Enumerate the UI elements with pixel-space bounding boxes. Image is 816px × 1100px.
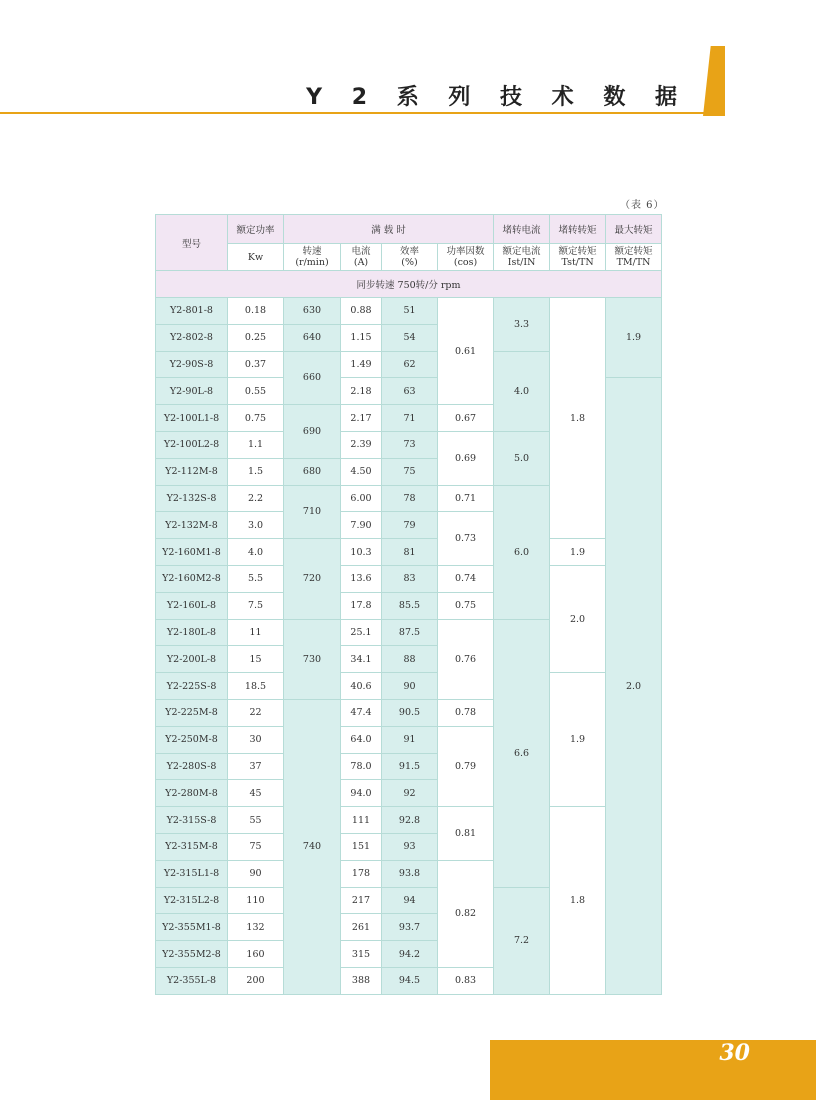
speed-cell: 720	[284, 539, 341, 619]
ist-in-cell: 6.0	[494, 485, 550, 619]
efficiency-cell: 93.8	[382, 860, 438, 887]
current-cell: 388	[341, 967, 382, 994]
sync-speed-label: 同步转速 750转/分 rpm	[156, 271, 662, 298]
current-cell: 17.8	[341, 592, 382, 619]
spec-table	[155, 214, 662, 995]
current-cell: 94.0	[341, 780, 382, 807]
power-cell: 132	[228, 914, 284, 941]
current-cell: 64.0	[341, 726, 382, 753]
current-cell: 10.3	[341, 539, 382, 566]
speed-cell: 730	[284, 619, 341, 699]
col-efficiency: 效率 (%)	[382, 244, 438, 271]
ist-in-cell: 3.3	[494, 298, 550, 352]
efficiency-cell: 85.5	[382, 592, 438, 619]
efficiency-cell: 78	[382, 485, 438, 512]
current-cell: 2.39	[341, 431, 382, 458]
power-factor-cell: 0.82	[438, 860, 494, 967]
model-cell: Y2-180L-8	[156, 619, 228, 646]
tst-tn-cell: 2.0	[550, 565, 606, 672]
speed-cell: 640	[284, 324, 341, 351]
power-factor-cell: 0.75	[438, 592, 494, 619]
ist-in-cell: 6.6	[494, 619, 550, 887]
power-cell: 18.5	[228, 673, 284, 700]
model-cell: Y2-100L1-8	[156, 405, 228, 432]
model-cell: Y2-801-8	[156, 298, 228, 325]
current-cell: 315	[341, 941, 382, 968]
current-cell: 217	[341, 887, 382, 914]
ist-in-cell: 7.2	[494, 887, 550, 994]
power-cell: 0.37	[228, 351, 284, 378]
power-cell: 3.0	[228, 512, 284, 539]
efficiency-cell: 90.5	[382, 699, 438, 726]
efficiency-cell: 90	[382, 673, 438, 700]
current-cell: 7.90	[341, 512, 382, 539]
speed-cell: 710	[284, 485, 341, 539]
efficiency-cell: 91.5	[382, 753, 438, 780]
power-cell: 7.5	[228, 592, 284, 619]
model-cell: Y2-315L1-8	[156, 860, 228, 887]
current-cell: 6.00	[341, 485, 382, 512]
efficiency-cell: 51	[382, 298, 438, 325]
power-cell: 22	[228, 699, 284, 726]
power-cell: 45	[228, 780, 284, 807]
col-lr-current: 堵转电流	[494, 215, 550, 244]
efficiency-cell: 54	[382, 324, 438, 351]
table-row	[156, 539, 662, 566]
model-cell: Y2-90L-8	[156, 378, 228, 405]
model-cell: Y2-225M-8	[156, 699, 228, 726]
power-cell: 160	[228, 941, 284, 968]
tst-tn-cell: 1.9	[550, 673, 606, 807]
current-cell: 0.88	[341, 298, 382, 325]
power-cell: 11	[228, 619, 284, 646]
model-cell: Y2-355M1-8	[156, 914, 228, 941]
efficiency-cell: 62	[382, 351, 438, 378]
power-cell: 37	[228, 753, 284, 780]
power-factor-cell: 0.69	[438, 431, 494, 485]
power-factor-cell: 0.76	[438, 619, 494, 699]
power-cell: 0.75	[228, 405, 284, 432]
efficiency-cell: 94	[382, 887, 438, 914]
efficiency-cell: 71	[382, 405, 438, 432]
col-tst-tn: 额定转矩 Tst/TN	[550, 244, 606, 271]
col-ist-in: 额定电流 Ist/IN	[494, 244, 550, 271]
power-cell: 15	[228, 646, 284, 673]
power-cell: 0.18	[228, 298, 284, 325]
efficiency-cell: 83	[382, 565, 438, 592]
current-cell: 1.49	[341, 351, 382, 378]
power-cell: 5.5	[228, 565, 284, 592]
page-number-block	[490, 1040, 816, 1100]
power-factor-cell: 0.78	[438, 699, 494, 726]
tm-tn-cell: 2.0	[606, 378, 662, 994]
table-number: （表 6）	[620, 200, 665, 211]
col-rated-power: 额定功率	[228, 215, 284, 244]
current-cell: 47.4	[341, 699, 382, 726]
power-cell: 110	[228, 887, 284, 914]
power-cell: 0.25	[228, 324, 284, 351]
efficiency-cell: 93.7	[382, 914, 438, 941]
current-cell: 13.6	[341, 565, 382, 592]
ist-in-cell: 5.0	[494, 431, 550, 485]
col-lr-torque: 堵转转矩	[550, 215, 606, 244]
table-row	[156, 298, 662, 325]
speed-cell: 680	[284, 458, 341, 485]
col-model: 型号	[156, 215, 228, 271]
model-cell: Y2-280M-8	[156, 780, 228, 807]
model-cell: Y2-160M1-8	[156, 539, 228, 566]
ist-in-cell: 4.0	[494, 351, 550, 431]
model-cell: Y2-280S-8	[156, 753, 228, 780]
current-cell: 78.0	[341, 753, 382, 780]
power-cell: 90	[228, 860, 284, 887]
current-cell: 2.18	[341, 378, 382, 405]
speed-cell: 740	[284, 699, 341, 994]
col-current: 电流 (A)	[341, 244, 382, 271]
power-cell: 75	[228, 833, 284, 860]
current-cell: 25.1	[341, 619, 382, 646]
current-cell: 34.1	[341, 646, 382, 673]
col-max-torque: 最大转矩	[606, 215, 662, 244]
power-factor-cell: 0.79	[438, 726, 494, 806]
model-cell: Y2-160L-8	[156, 592, 228, 619]
col-tm-tn: 额定转矩 TM/TN	[606, 244, 662, 271]
power-factor-cell: 0.83	[438, 967, 494, 994]
power-cell: 1.5	[228, 458, 284, 485]
efficiency-cell: 88	[382, 646, 438, 673]
model-cell: Y2-315S-8	[156, 807, 228, 834]
current-cell: 178	[341, 860, 382, 887]
col-power-factor: 功率因数 (cos)	[438, 244, 494, 271]
current-cell: 40.6	[341, 673, 382, 700]
power-factor-cell: 0.74	[438, 565, 494, 592]
speed-cell: 690	[284, 405, 341, 459]
power-cell: 30	[228, 726, 284, 753]
current-cell: 2.17	[341, 405, 382, 432]
power-factor-cell: 0.81	[438, 807, 494, 861]
model-cell: Y2-315L2-8	[156, 887, 228, 914]
tst-tn-cell: 1.8	[550, 807, 606, 995]
efficiency-cell: 94.2	[382, 941, 438, 968]
current-cell: 1.15	[341, 324, 382, 351]
efficiency-cell: 92.8	[382, 807, 438, 834]
efficiency-cell: 87.5	[382, 619, 438, 646]
speed-cell: 630	[284, 298, 341, 325]
power-factor-cell: 0.61	[438, 298, 494, 405]
table-row	[156, 565, 662, 592]
current-cell: 261	[341, 914, 382, 941]
efficiency-cell: 63	[382, 378, 438, 405]
efficiency-cell: 75	[382, 458, 438, 485]
model-cell: Y2-225S-8	[156, 673, 228, 700]
model-cell: Y2-132S-8	[156, 485, 228, 512]
power-cell: 55	[228, 807, 284, 834]
power-cell: 2.2	[228, 485, 284, 512]
model-cell: Y2-250M-8	[156, 726, 228, 753]
model-cell: Y2-112M-8	[156, 458, 228, 485]
power-factor-cell: 0.73	[438, 512, 494, 566]
model-cell: Y2-200L-8	[156, 646, 228, 673]
power-factor-cell: 0.71	[438, 485, 494, 512]
efficiency-cell: 73	[382, 431, 438, 458]
current-cell: 111	[341, 807, 382, 834]
speed-cell: 660	[284, 351, 341, 405]
table-row	[156, 673, 662, 700]
efficiency-cell: 93	[382, 833, 438, 860]
col-speed: 转速 (r/min)	[284, 244, 341, 271]
model-cell: Y2-355M2-8	[156, 941, 228, 968]
efficiency-cell: 91	[382, 726, 438, 753]
model-cell: Y2-802-8	[156, 324, 228, 351]
current-cell: 151	[341, 833, 382, 860]
model-cell: Y2-355L-8	[156, 967, 228, 994]
tm-tn-cell: 1.9	[606, 298, 662, 378]
model-cell: Y2-160M2-8	[156, 565, 228, 592]
power-cell: 4.0	[228, 539, 284, 566]
tst-tn-cell: 1.9	[550, 539, 606, 566]
power-factor-cell: 0.67	[438, 405, 494, 432]
page-number: 30	[719, 1040, 750, 1066]
model-cell: Y2-90S-8	[156, 351, 228, 378]
power-cell: 0.55	[228, 378, 284, 405]
header-rule	[0, 112, 710, 114]
model-cell: Y2-100L2-8	[156, 431, 228, 458]
table-row	[156, 807, 662, 834]
efficiency-cell: 94.5	[382, 967, 438, 994]
efficiency-cell: 79	[382, 512, 438, 539]
col-unit-kw: Kw	[228, 244, 284, 271]
col-full-load: 满 载 时	[284, 215, 494, 244]
model-cell: Y2-315M-8	[156, 833, 228, 860]
power-cell: 1.1	[228, 431, 284, 458]
tst-tn-cell: 1.8	[550, 298, 606, 539]
page-title: Y 2 系 列 技 术 数 据	[306, 85, 688, 110]
efficiency-cell: 92	[382, 780, 438, 807]
model-cell: Y2-132M-8	[156, 512, 228, 539]
efficiency-cell: 81	[382, 539, 438, 566]
header-accent-tab	[703, 46, 725, 116]
power-cell: 200	[228, 967, 284, 994]
current-cell: 4.50	[341, 458, 382, 485]
